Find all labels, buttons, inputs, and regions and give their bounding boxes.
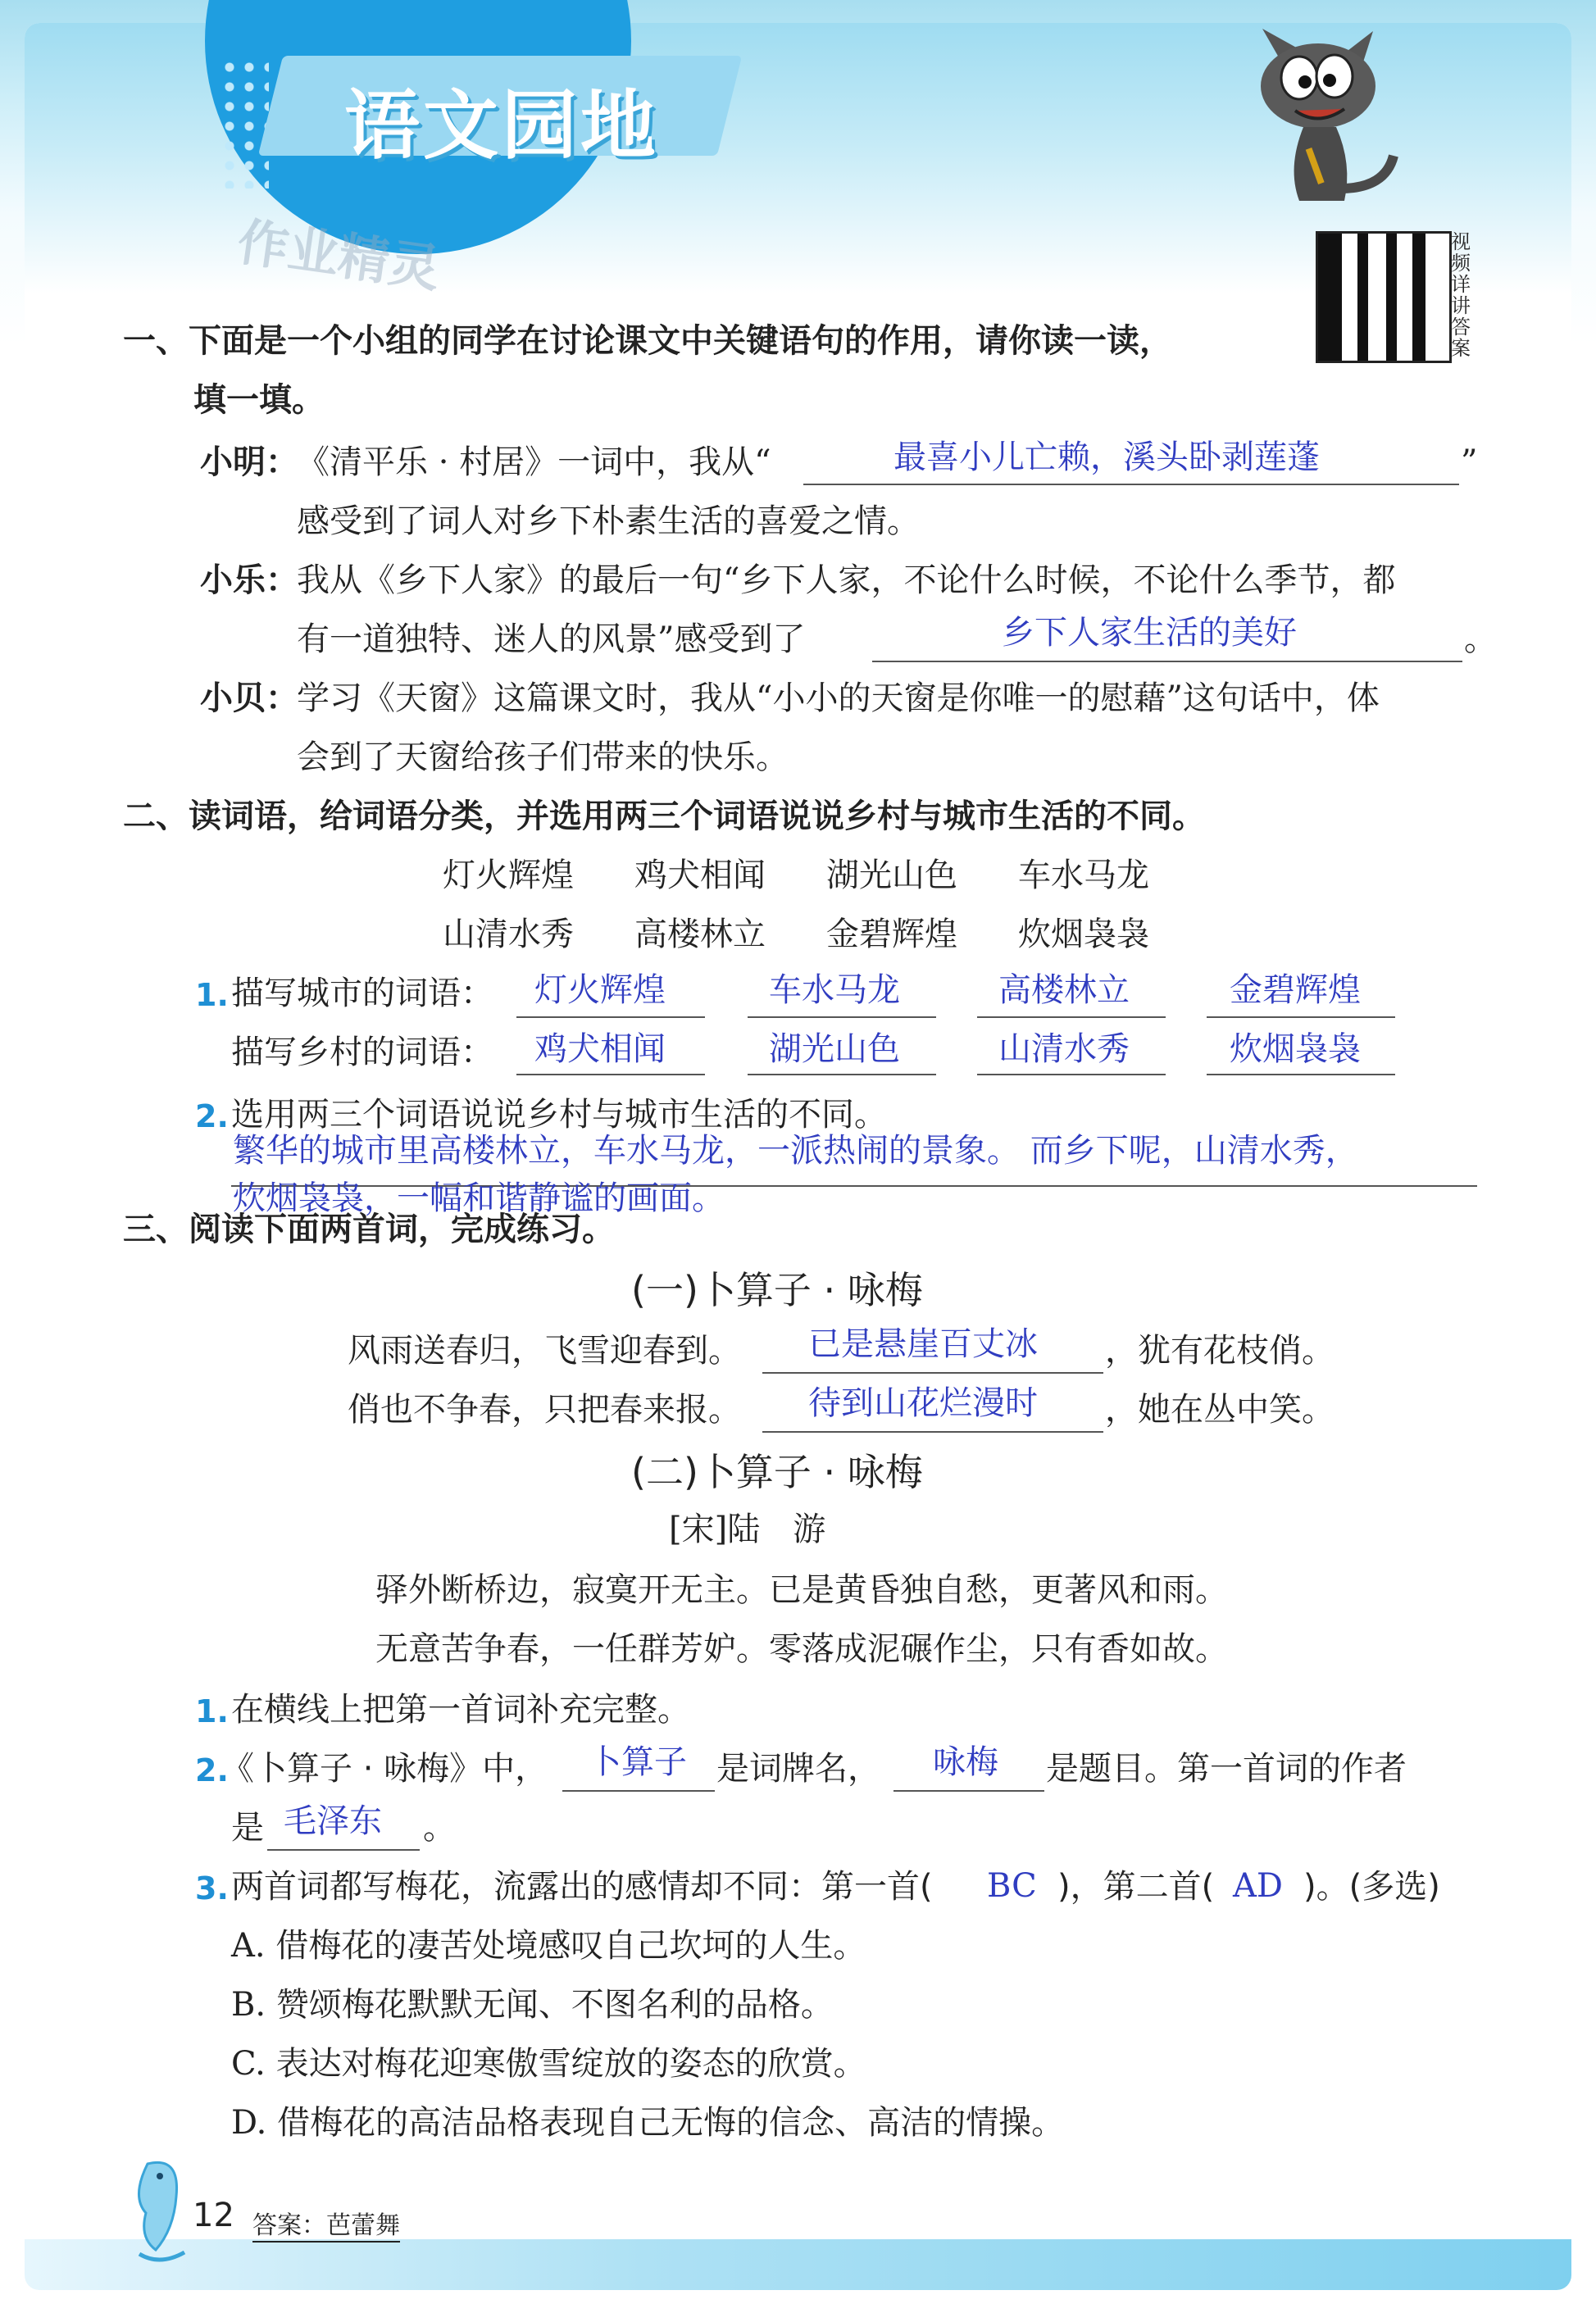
xiaole-line2-prefix: 有一道独特、迷人的风景”感受到了 xyxy=(297,620,806,658)
section2-q2-answer-line1: 繁华的城市里高楼林立，车水马龙，一派热闹的景象。 而乡下呢，山清水秀， xyxy=(233,1132,1358,1170)
poem1-line2-suffix: ，她在丛中笑。 xyxy=(1105,1391,1335,1429)
xiaoming-answer: 最喜小儿亡赖，溪头卧剥莲蓬 xyxy=(893,439,1320,476)
section3-q2-line2-end: 。 xyxy=(423,1809,456,1847)
city-answer: 金碧辉煌 xyxy=(1230,971,1361,1009)
section3-q2-suffix: 是题目。第一首词的作者 xyxy=(1046,1750,1407,1788)
section3-q3-suffix: )。(多选) xyxy=(1303,1868,1440,1906)
poem1-title: (一)卜算子 · 咏梅 xyxy=(631,1268,923,1312)
answer-line xyxy=(1207,1074,1395,1075)
poem1-line1-prefix: 风雨送春归，飞雪迎春到。 xyxy=(348,1332,741,1370)
cat-mascot-icon xyxy=(1230,25,1402,213)
answer-line xyxy=(516,1074,705,1075)
word-bank-item: 鸡犬相闻 xyxy=(634,857,766,894)
xiaobei-speaker: 小贝： xyxy=(200,679,298,717)
section1-heading-line1: 一、下面是一个小组的同学在讨论课文中关键语句的作用，请你读一读， xyxy=(123,322,1172,360)
option-c: C. 表达对梅花迎寒傲雪绽放的姿态的欣赏。 xyxy=(231,2045,866,2083)
question-number: 1. xyxy=(195,1693,229,1729)
option-d: D. 借梅花的高洁品格表现自己无悔的信念、高洁的情操。 xyxy=(231,2104,1065,2142)
village-answer: 湖光山色 xyxy=(769,1030,900,1068)
xiaoming-line2: 感受到了词人对乡下朴素生活的喜爱之情。 xyxy=(297,502,920,540)
section2-heading: 二、读词语，给词语分类，并选用两三个词语说说乡村与城市生活的不同。 xyxy=(123,798,1205,835)
answer-line xyxy=(977,1074,1166,1075)
question-number: 3. xyxy=(195,1870,229,1906)
answer-line xyxy=(893,1790,1044,1792)
xiaoming-speaker: 小明： xyxy=(200,443,298,481)
word-bank-item: 金碧辉煌 xyxy=(826,916,957,953)
xiaoming-answer-line xyxy=(803,484,1459,485)
section3-q2-line2-prefix: 是 xyxy=(231,1809,264,1847)
answer-line xyxy=(762,1372,1103,1374)
poem2-line2: 无意苦争春，一任群芳妒。零落成泥碾作尘，只有香如故。 xyxy=(375,1630,1228,1668)
watermark: 作业精灵 xyxy=(234,211,444,299)
word-bank-item: 高楼林立 xyxy=(634,916,766,953)
section3-q2-answer-author: 毛泽东 xyxy=(284,1802,382,1840)
section3-q2-answer-ci-pai: 卜算子 xyxy=(589,1743,687,1781)
xiaoming-prefix: 《清平乐 · 村居》一词中，我从“ xyxy=(297,443,771,481)
dolphin-icon xyxy=(115,2147,205,2270)
poem2-line1: 驿外断桥边，寂寞开无主。已是黄昏独自愁，更著风和雨。 xyxy=(375,1571,1228,1609)
village-words-label: 描写乡村的词语： xyxy=(231,1034,493,1071)
answer-line xyxy=(562,1790,715,1792)
word-bank-item: 山清水秀 xyxy=(443,916,574,953)
page-number: 12 xyxy=(193,2197,234,2234)
poem2-title: (二)卜算子 · 咏梅 xyxy=(631,1450,923,1494)
answer-line xyxy=(516,1016,705,1018)
xiaole-line1: 我从《乡下人家》的最后一句“乡下人家，不论什么时候，不论什么季节，都 xyxy=(297,561,1396,599)
header-dots xyxy=(220,57,269,189)
section3-q3-answer1: BC xyxy=(987,1867,1037,1905)
word-bank-item: 湖光山色 xyxy=(826,857,957,894)
section2-q2-text: 选用两三个词语说说乡村与城市生活的不同。 xyxy=(231,1096,887,1134)
village-answer: 鸡犬相闻 xyxy=(534,1030,666,1068)
section1-heading-line2: 填一填。 xyxy=(193,381,325,419)
section3-q1-text: 在横线上把第一首词补充完整。 xyxy=(231,1691,690,1729)
section3-q3-middle: )，第二首( xyxy=(1057,1868,1215,1906)
answer-line xyxy=(267,1849,420,1851)
poem1-line2-answer: 待到山花烂漫时 xyxy=(808,1384,1038,1422)
poem2-author: [宋]陆 游 xyxy=(669,1511,826,1548)
qr-code[interactable] xyxy=(1316,231,1452,363)
answer-line xyxy=(748,1074,936,1075)
answer-line xyxy=(748,1016,936,1018)
section3-q3-prefix: 两首词都写梅花，流露出的感情却不同：第一首( xyxy=(231,1868,933,1906)
option-b: B. 赞颂梅花默默无闻、不图名利的品格。 xyxy=(231,1986,834,2024)
xiaole-answer-line xyxy=(872,661,1462,662)
village-answer: 炊烟袅袅 xyxy=(1230,1030,1361,1068)
answer-line xyxy=(762,1431,1103,1433)
city-words-label: 描写城市的词语： xyxy=(231,975,493,1012)
xiaole-answer: 乡下人家生活的美好 xyxy=(1002,614,1297,652)
xiaobei-line1: 学习《天窗》这篇课文时，我从“小小的天窗是你唯一的慰藉”这句话中，体 xyxy=(297,679,1380,717)
qr-label: 视频详讲答案 xyxy=(1451,230,1471,360)
poem1-line1-answer: 已是悬崖百丈冰 xyxy=(808,1325,1038,1363)
section3-q2-answer-title: 咏梅 xyxy=(933,1743,998,1781)
xiaoming-close-quote: ” xyxy=(1461,443,1478,481)
footer-answer: 答案：芭蕾舞 xyxy=(252,2205,400,2243)
word-bank-item: 车水马龙 xyxy=(1018,857,1149,894)
answer-line xyxy=(977,1016,1166,1018)
section2-q2-answer-line2: 炊烟袅袅，一幅和谐静谧的画面。 xyxy=(233,1179,725,1217)
question-number: 2. xyxy=(195,1098,229,1134)
city-answer: 车水马龙 xyxy=(769,971,900,1009)
section3-heading: 三、阅读下面两首词，完成练习。 xyxy=(123,1211,615,1248)
poem1-line1-suffix: ，犹有花枝俏。 xyxy=(1105,1332,1335,1370)
city-answer: 高楼林立 xyxy=(998,971,1130,1009)
word-bank-item: 灯火辉煌 xyxy=(443,857,574,894)
section3-q3-answer2: AD xyxy=(1233,1867,1283,1905)
xiaobei-line2: 会到了天窗给孩子们带来的快乐。 xyxy=(297,738,789,776)
xiaole-line2-end: 。 xyxy=(1464,620,1497,658)
question-number: 1. xyxy=(195,977,229,1013)
page-title: 语文园地 xyxy=(344,82,660,170)
word-bank-item: 炊烟袅袅 xyxy=(1018,916,1149,953)
city-answer: 灯火辉煌 xyxy=(534,971,666,1009)
answer-line xyxy=(1207,1016,1395,1018)
section3-q2-middle: 是词牌名， xyxy=(716,1750,880,1788)
option-a: A. 借梅花的凄苦处境感叹自己坎坷的人生。 xyxy=(231,1927,866,1965)
section3-q2-prefix: 《卜算子 · 咏梅》中， xyxy=(221,1750,548,1788)
xiaole-speaker: 小乐： xyxy=(200,561,298,599)
poem1-line2-prefix: 俏也不争春，只把春来报。 xyxy=(348,1391,741,1429)
footer-band xyxy=(25,2239,1571,2290)
village-answer: 山清水秀 xyxy=(998,1030,1130,1068)
question-number: 2. xyxy=(195,1752,229,1788)
